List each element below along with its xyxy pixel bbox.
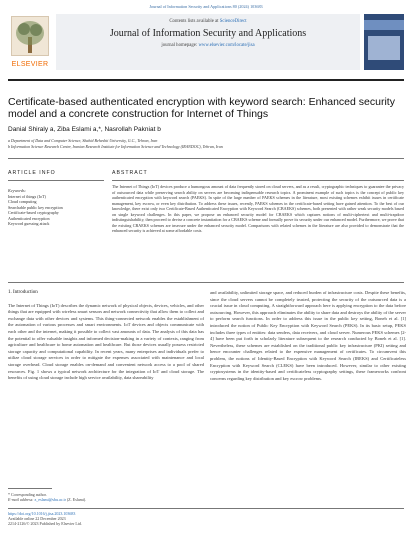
journal-banner: [56, 14, 360, 70]
keyword-item: Keyword guessing attack: [8, 221, 50, 227]
intro-left-text: The Internet of Things (IoT) describes the dynamic network of physical objects, devices, vehicles, and other things that are equipped with wireless smart sensors and network connectivity that allow them to collect and exchange data with other devices and systems. This thing-connected network enables the establishment of the automation of various processes and smart environments. IoT devices and objects communicate with each other and the internet, making it possible to collect vast amounts of data. The analysis of this data has the potential to offer valuable insights and informed decision-making in a variety of contexts, ranging from agriculture and healthcare to home automation and healthcare. But those devices usually possess restricted storage capacity and computational capability. In recent years, many enterprises and individuals prefer to utilize cloud storage services in order to mitigate the expenses associated with maintenance and local storage overhead. Cloud storage enables on-demand and convenient network access to a pool of shared resources. Fig. 1 shows a typical network architecture for the integration of IoT and cloud storage. The benefits of using cloud storage include high service availability, data shareability: [8, 302, 204, 381]
homepage-prefix: journal homepage:: [161, 43, 198, 48]
contents-prefix: Contents lists available at: [169, 19, 219, 24]
email-suffix: (Z. Eslami).: [66, 497, 87, 503]
corresponding-author-note: * Corresponding author.: [8, 492, 47, 497]
tree-icon: [11, 16, 49, 56]
keyword-item: Certificate-based cryptography: [8, 210, 59, 216]
journal-citation-line: Journal of Information Security and Applications 80 (2024) 103683: [149, 4, 263, 9]
cover-image: [368, 36, 400, 60]
sciencedirect-link[interactable]: ScienceDirect: [219, 19, 247, 24]
header-divider: [8, 79, 404, 81]
keyword-list: [8, 194, 63, 226]
abstract-text: The Internet of Things (IoT) devices produce a humongous amount of data frequently stored on cloud servers, and as a result, cryptographic techniques to guarantee the privacy of outsourced data while preserving search ability on servers are becoming indispensable research topics. A prominent example of such topics is the concept of public key authenticated encryption with keyword search (PAEKS). In spite of the large number of PAEKS schemes in the literature, most existing schemes exhibit issues in certificate management, key escrow, or even key distribution. To address these issues, recently, PAEKS schemes in the certificate-based setting have gained attention. To the best of our knowledge, there exist only two Certificate-Based Authenticated Encryption with Keyword Search (CBAEKS) schemes, both presented with rather weak security models based on single keyword challenges. In this paper, we propose an enhanced security model for CBAEKS which captures notions of multi-ciphertext and multi-trapdoor indistinguishability, then proceed to devise a concrete instantiation for a CBAEKS scheme and formally prove its security under our enhanced model. Furthermore, we prove that the existing CBAEKS schemes are insecure under the enhanced security model. Comparisons with related schemes in the literature are also provided to demonstrate that the enhanced security is achieved at some affordable costs.: [112, 184, 404, 234]
intro-right-text: and availability, unlimited storage space, and reduced burden of infrastructure costs. Despite these benefits, since the cloud servers cannot be completely trusted, protecting the security of the outsourced data is a crucial issue in cloud computing. A straightforward approach here is applying encryption to the data before outsourcing. However, this approach eliminates the ability to share data and destroys the ability of the server to perform search functions. In order to address this issue in the public key setting, Boneh et al. [1] introduced the notion of Public Key Encryption with Keyword Search (PEKS). In its basic setup, PEKS includes three types of entities: data senders, data receivers, and cloud server. Numerous PEKS schemes [2-4] have been put forth in scholarly literature subsequent to the research conducted by Boneh et al. [1]. Nevertheless, these schemes are established on the traditional public key infrastructure (PKI) setting and hence encounter challenges related to the expensive management of certificates. To circumvent this problem, the notions of Identity-Based Encryption with Keyword Search (IBEKS) and Certificateless Encryption with Keyword Search (CLEKS) have been introduced. However, similar to other existing cryptosystems in the identity-based and certificateless cryptography settings, these frameworks confront concerns regarding key distribution and key escrow problems.: [210, 290, 406, 381]
journal-cover-thumbnail[interactable]: [364, 14, 404, 70]
keyword-item: Internet of things (IoT): [8, 194, 46, 199]
introduction-heading: 1. Introduction: [8, 290, 38, 295]
homepage-link[interactable]: www.elsevier.com/locate/jisa: [198, 43, 255, 48]
keyword-item: Searchable public key encryption: [8, 204, 63, 210]
keyword-item: Authenticated encryption: [8, 215, 50, 221]
journal-title: Journal of Information Security and Applications: [109, 28, 307, 39]
email-line: [8, 497, 404, 502]
article-footer: [8, 511, 404, 527]
affiliation-b: b Information Science Research Center, Iranian Research Institute for Information Science and Technology (IRANDOC), Tehran, Iran: [8, 144, 223, 149]
article-title: Certificate-based authenticated encryption with keyword search: Enhanced security model and a concrete construction for Internet of Things: [8, 96, 395, 120]
article-info-heading: ARTICLE INFO: [8, 170, 56, 176]
intro-right-column: [210, 290, 406, 382]
keyword-item: Cloud computing: [8, 199, 37, 205]
journal-header: [8, 14, 404, 76]
abstract-heading: ABSTRACT: [112, 170, 148, 176]
available-online: Available online 22 December 2023: [8, 516, 66, 522]
footnote-corresponding: [8, 492, 404, 502]
doi-link[interactable]: https://doi.org/10.1016/j.jisa.2023.103683: [8, 511, 76, 516]
publisher-name: ELSEVIER: [11, 61, 49, 68]
affiliations: [8, 138, 404, 150]
email-label: E-mail address:: [8, 497, 34, 503]
affiliation-a: a Department of Data and Computer Science, Shahid Beheshti University, G.C., Tehran, Iran: [8, 138, 158, 143]
email-link[interactable]: z_eslami@sbu.ac.ir: [34, 497, 66, 503]
issn-copyright: 2214-2126/© 2023 Published by Elsevier Ltd.: [8, 521, 82, 527]
keywords-label: Keywords:: [8, 188, 26, 193]
intro-left-column: [8, 290, 204, 382]
footnote-rule: [8, 488, 52, 489]
cover-band: [364, 20, 404, 30]
elsevier-logo[interactable]: [8, 14, 52, 70]
homepage-line: [56, 43, 360, 48]
abstract-rule: [112, 180, 404, 181]
abstract-end-divider: [8, 282, 404, 283]
section-divider: [8, 158, 404, 159]
author-list[interactable]: Danial Shiraly a, Ziba Eslami a,*, Nasrollah Pakniat b: [8, 126, 161, 133]
article-info-rule: [8, 180, 104, 181]
contents-line: [56, 19, 360, 24]
footer-divider: [8, 508, 404, 509]
